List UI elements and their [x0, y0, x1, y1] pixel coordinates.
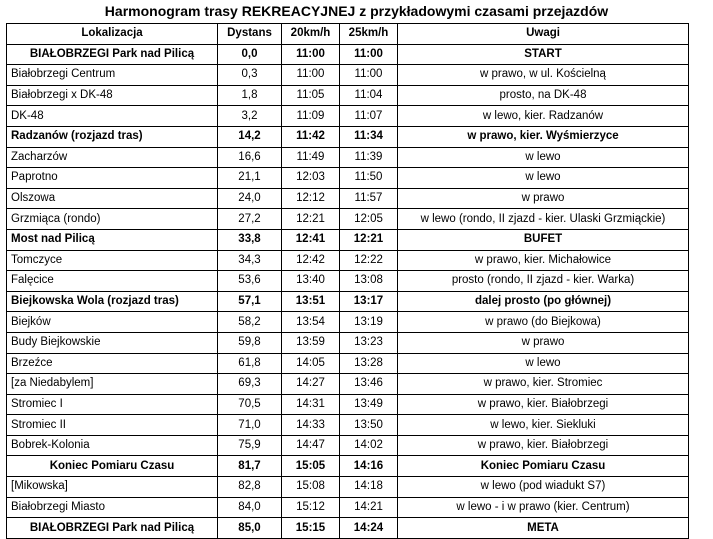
cell-distance: 34,3	[218, 250, 282, 271]
cell-distance: 16,6	[218, 147, 282, 168]
cell-time-25kmh: 13:17	[340, 291, 398, 312]
cell-time-20kmh: 14:05	[282, 353, 340, 374]
table-row	[7, 312, 689, 333]
cell-distance: 24,0	[218, 188, 282, 209]
cell-remarks: w prawo, kier. Białobrzegi	[398, 394, 689, 415]
col-header-remarks: Uwagi	[398, 24, 689, 45]
cell-time-25kmh: 14:02	[340, 435, 398, 456]
cell-time-20kmh: 15:15	[282, 518, 340, 539]
table-row	[7, 374, 689, 395]
cell-remarks: START	[398, 44, 689, 65]
cell-remarks: w lewo, kier. Siekluki	[398, 415, 689, 436]
cell-remarks: prosto, na DK-48	[398, 85, 689, 106]
cell-distance: 59,8	[218, 332, 282, 353]
cell-location: Tomczyce	[7, 250, 218, 271]
cell-location: Stromiec II	[7, 415, 218, 436]
cell-distance: 53,6	[218, 271, 282, 292]
cell-time-20kmh: 13:40	[282, 271, 340, 292]
cell-remarks: w prawo (do Biejkowa)	[398, 312, 689, 333]
cell-time-25kmh: 11:00	[340, 65, 398, 86]
cell-time-20kmh: 13:51	[282, 291, 340, 312]
cell-location: Białobrzegi Centrum	[7, 65, 218, 86]
table-row	[7, 332, 689, 353]
cell-location: Brzeźce	[7, 353, 218, 374]
cell-time-25kmh: 11:57	[340, 188, 398, 209]
cell-remarks: w lewo (rondo, II zjazd - kier. Ulaski Grzmiąckie)	[398, 209, 689, 230]
cell-location: DK-48	[7, 106, 218, 127]
cell-time-25kmh: 13:50	[340, 415, 398, 436]
cell-remarks: w lewo, kier. Radzanów	[398, 106, 689, 127]
cell-remarks: prosto (rondo, II zjazd - kier. Warka)	[398, 271, 689, 292]
cell-location: Zacharzów	[7, 147, 218, 168]
col-header-distance: Dystans	[218, 24, 282, 45]
cell-location: [za Niedabylem]	[7, 374, 218, 395]
cell-distance: 14,2	[218, 126, 282, 147]
cell-location: [Mikowska]	[7, 477, 218, 498]
cell-distance: 33,8	[218, 229, 282, 250]
cell-remarks: w lewo - i w prawo (kier. Centrum)	[398, 497, 689, 518]
cell-time-20kmh: 14:33	[282, 415, 340, 436]
cell-location: Most nad Pilicą	[7, 229, 218, 250]
cell-time-20kmh: 11:09	[282, 106, 340, 127]
cell-distance: 21,1	[218, 168, 282, 189]
cell-time-20kmh: 14:27	[282, 374, 340, 395]
cell-location: BIAŁOBRZEGI Park nad Pilicą	[7, 44, 218, 65]
cell-distance: 0,3	[218, 65, 282, 86]
cell-remarks: w prawo, kier. Białobrzegi	[398, 435, 689, 456]
cell-remarks: Koniec Pomiaru Czasu	[398, 456, 689, 477]
cell-location: Falęcice	[7, 271, 218, 292]
cell-distance: 3,2	[218, 106, 282, 127]
cell-distance: 69,3	[218, 374, 282, 395]
cell-time-25kmh: 12:22	[340, 250, 398, 271]
cell-remarks: w prawo, kier. Stromiec	[398, 374, 689, 395]
cell-location: Radzanów (rozjazd tras)	[7, 126, 218, 147]
cell-time-25kmh: 11:07	[340, 106, 398, 127]
table-row	[7, 271, 689, 292]
cell-distance: 75,9	[218, 435, 282, 456]
table-row	[7, 209, 689, 230]
schedule-title: Harmonogram trasy REKREACYJNEJ z przykładowymi czasami przejazdów	[104, 3, 609, 19]
table-row	[7, 497, 689, 518]
cell-time-20kmh: 12:12	[282, 188, 340, 209]
table-row	[7, 188, 689, 209]
cell-time-20kmh: 15:12	[282, 497, 340, 518]
cell-time-20kmh: 11:00	[282, 44, 340, 65]
cell-remarks: w lewo	[398, 353, 689, 374]
cell-time-20kmh: 14:47	[282, 435, 340, 456]
cell-remarks: w prawo	[398, 332, 689, 353]
cell-time-20kmh: 12:41	[282, 229, 340, 250]
cell-time-20kmh: 12:42	[282, 250, 340, 271]
cell-distance: 81,7	[218, 456, 282, 477]
cell-time-25kmh: 11:50	[340, 168, 398, 189]
table-row	[7, 168, 689, 189]
cell-remarks: w prawo, w ul. Kościelną	[398, 65, 689, 86]
table-row	[7, 229, 689, 250]
cell-time-25kmh: 11:00	[340, 44, 398, 65]
table-row	[7, 44, 689, 65]
cell-time-25kmh: 14:16	[340, 456, 398, 477]
table-row	[7, 85, 689, 106]
cell-distance: 85,0	[218, 518, 282, 539]
table-row	[7, 435, 689, 456]
cell-distance: 84,0	[218, 497, 282, 518]
cell-distance: 61,8	[218, 353, 282, 374]
cell-time-25kmh: 13:46	[340, 374, 398, 395]
cell-time-25kmh: 11:34	[340, 126, 398, 147]
cell-time-25kmh: 12:05	[340, 209, 398, 230]
table-row	[7, 518, 689, 539]
cell-distance: 58,2	[218, 312, 282, 333]
header-row	[7, 24, 689, 45]
table-row	[7, 126, 689, 147]
cell-location: Białobrzegi Miasto	[7, 497, 218, 518]
cell-remarks: w prawo	[398, 188, 689, 209]
col-header-25kmh: 25km/h	[340, 24, 398, 45]
cell-time-25kmh: 14:21	[340, 497, 398, 518]
cell-time-25kmh: 12:21	[340, 229, 398, 250]
cell-remarks: w lewo (pod wiadukt S7)	[398, 477, 689, 498]
cell-time-20kmh: 14:31	[282, 394, 340, 415]
cell-time-20kmh: 12:03	[282, 168, 340, 189]
cell-distance: 0,0	[218, 44, 282, 65]
schedule-table	[6, 23, 689, 539]
cell-distance: 82,8	[218, 477, 282, 498]
table-row	[7, 291, 689, 312]
cell-time-25kmh: 11:04	[340, 85, 398, 106]
cell-distance: 27,2	[218, 209, 282, 230]
cell-remarks: w prawo, kier. Michałowice	[398, 250, 689, 271]
table-row	[7, 65, 689, 86]
cell-remarks: dalej prosto (po głównej)	[398, 291, 689, 312]
cell-time-20kmh: 11:42	[282, 126, 340, 147]
cell-time-20kmh: 13:54	[282, 312, 340, 333]
cell-time-25kmh: 13:49	[340, 394, 398, 415]
cell-remarks: w prawo, kier. Wyśmierzyce	[398, 126, 689, 147]
cell-location: Koniec Pomiaru Czasu	[7, 456, 218, 477]
cell-distance: 1,8	[218, 85, 282, 106]
cell-remarks: w lewo	[398, 147, 689, 168]
cell-time-20kmh: 15:08	[282, 477, 340, 498]
cell-time-25kmh: 11:39	[340, 147, 398, 168]
table-row	[7, 456, 689, 477]
table-row	[7, 147, 689, 168]
cell-time-25kmh: 13:28	[340, 353, 398, 374]
cell-time-25kmh: 13:23	[340, 332, 398, 353]
cell-time-20kmh: 13:59	[282, 332, 340, 353]
cell-remarks: BUFET	[398, 229, 689, 250]
cell-distance: 71,0	[218, 415, 282, 436]
cell-location: Bobrek-Kolonia	[7, 435, 218, 456]
cell-time-20kmh: 11:49	[282, 147, 340, 168]
table-row	[7, 394, 689, 415]
table-row	[7, 415, 689, 436]
col-header-location: Lokalizacja	[7, 24, 218, 45]
cell-location: Olszowa	[7, 188, 218, 209]
cell-location: BIAŁOBRZEGI Park nad Pilicą	[7, 518, 218, 539]
cell-remarks: w lewo	[398, 168, 689, 189]
cell-time-20kmh: 11:00	[282, 65, 340, 86]
cell-location: Białobrzegi x DK-48	[7, 85, 218, 106]
col-header-20kmh: 20km/h	[282, 24, 340, 45]
cell-location: Biejków	[7, 312, 218, 333]
cell-time-20kmh: 11:05	[282, 85, 340, 106]
table-row	[7, 250, 689, 271]
cell-time-25kmh: 13:08	[340, 271, 398, 292]
cell-distance: 70,5	[218, 394, 282, 415]
cell-location: Stromiec I	[7, 394, 218, 415]
cell-time-20kmh: 12:21	[282, 209, 340, 230]
cell-location: Budy Biejkowskie	[7, 332, 218, 353]
cell-location: Biejkowska Wola (rozjazd tras)	[7, 291, 218, 312]
cell-time-25kmh: 14:24	[340, 518, 398, 539]
cell-time-25kmh: 14:18	[340, 477, 398, 498]
table-row	[7, 477, 689, 498]
cell-location: Paprotno	[7, 168, 218, 189]
cell-remarks: META	[398, 518, 689, 539]
table-row	[7, 106, 689, 127]
cell-time-25kmh: 13:19	[340, 312, 398, 333]
cell-distance: 57,1	[218, 291, 282, 312]
cell-location: Grzmiąca (rondo)	[7, 209, 218, 230]
table-row	[7, 353, 689, 374]
cell-time-20kmh: 15:05	[282, 456, 340, 477]
